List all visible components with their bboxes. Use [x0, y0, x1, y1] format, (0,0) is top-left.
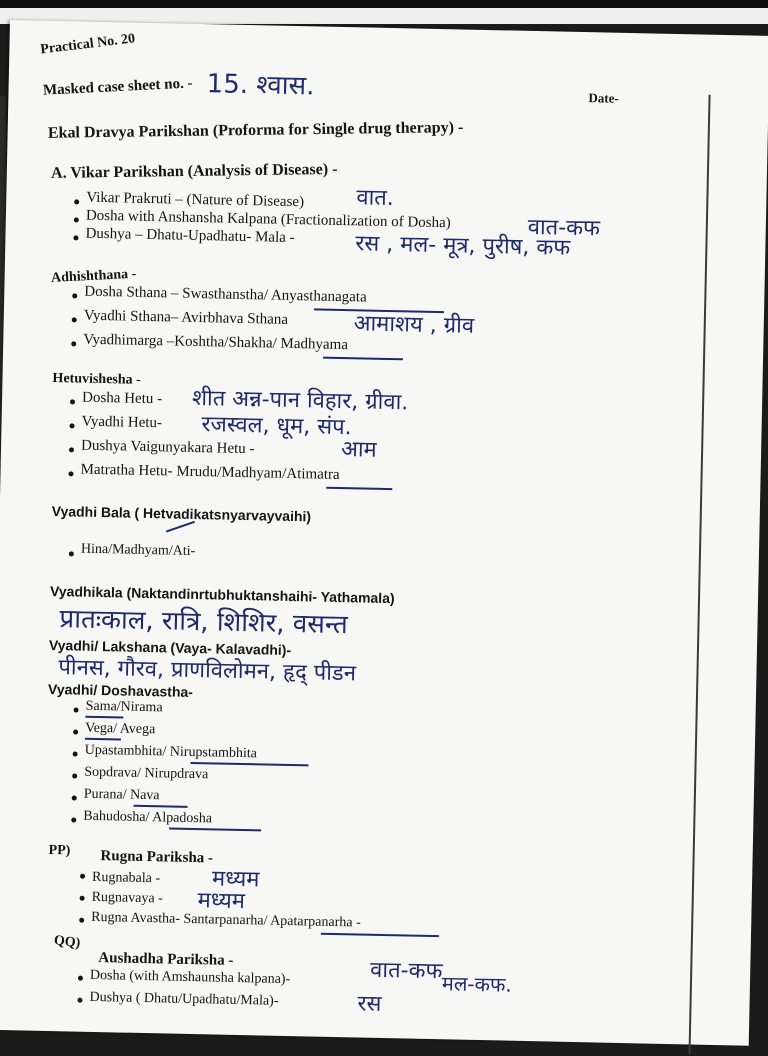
bullet [71, 341, 76, 346]
bullet [74, 199, 79, 204]
bullet [79, 918, 84, 923]
bullet [80, 874, 85, 879]
rugna-title: Rugna Pariksha - [100, 848, 214, 867]
date-label: Date- [588, 90, 619, 106]
doshavastha-option-5: Purana/ Nava [83, 786, 160, 804]
bullet [72, 317, 77, 322]
bullet [68, 471, 73, 476]
aushadha-prefix: QQ) [53, 933, 82, 952]
lakshana-title: Vyadhi/ Lakshana (Vaya- Kalavadhi)- [48, 636, 292, 659]
adhishthana-title: Adhishthana - [50, 266, 137, 286]
vega-underline [85, 738, 121, 741]
dosha-hetu-label: Dosha Hetu - [81, 389, 163, 408]
bullet [74, 217, 79, 222]
dushya-label: Dushya – Dhatu-Upadhatu- Mala - [85, 225, 295, 247]
bullet [73, 751, 78, 756]
bullet [72, 773, 77, 778]
dosha-anshansha-label: Dosha with Anshansha Kalpana (Fractionalization of Dosha) [85, 207, 451, 232]
dosha-sthana-label: Dosha Sthana – Swasthanstha/ Anyasthanagata [84, 283, 367, 306]
bullet [73, 729, 78, 734]
lakshana-value: पीनस, गौरव, प्राणविलोमन, हृद् पीडन [58, 655, 357, 687]
aushadha-dushya-value: रस [357, 991, 382, 1017]
bullet [73, 235, 78, 240]
doshavastha-option-6: Bahudosha/ Alpadosha [83, 808, 213, 827]
bullet [69, 551, 74, 556]
document-page [0, 20, 768, 1046]
matratha-hetu-label: Matratha Hetu- Mrudu/Madhyam/Atimatra [80, 461, 340, 484]
dushya-vaigunya-label: Dushya Vaigunyakara Hetu - [80, 437, 255, 458]
aushadha-dushya-label: Dushya ( Dhatu/Upadhatu/Mala)- [89, 989, 279, 1009]
rugnavaya-value: मध्यम [197, 888, 246, 915]
vyadhikala-value: प्रातःकाल, रात्रि, शिशिर, वसन्त [59, 604, 349, 641]
case-sheet-value: 15. श्वास. [206, 69, 315, 102]
nirupstambhita-underline [190, 762, 308, 766]
bullet [77, 998, 82, 1003]
bullet [78, 976, 83, 981]
bullet [72, 795, 77, 800]
aushadha-dosha-label: Dosha (with Amshaunsha kalpana)- [89, 967, 291, 988]
doshavastha-option-4: Sopdrava/ Nirupdrava [84, 764, 209, 783]
case-sheet-label: Masked case sheet no. - [42, 75, 193, 99]
dosha-hetu-value: शीत अन्न-पान विहार, ग्रीवा. [191, 385, 409, 416]
vyadhi-hetu-label: Vyadhi Hetu- [81, 413, 163, 432]
vyadhi-bala-option: Hina/Madhyam/Ati- [80, 541, 196, 559]
vyadhi-bala-mark [166, 521, 195, 533]
apatarpanarha-underline [321, 933, 439, 937]
vyadhi-sthana-label: Vyadhi Sthana– Avirbhava Sthana [83, 307, 289, 328]
bullet [69, 423, 74, 428]
top-dark-bar [0, 0, 768, 8]
atimatra-underline [326, 487, 392, 490]
vyadhi-bala-title: Vyadhi Bala ( Hetvadikatsnyarvayvaihi) [51, 502, 312, 525]
vyadhi-hetu-value: रजस्वल, धूम, संप. [201, 412, 352, 441]
rugnabala-value: मध्यम [211, 866, 260, 893]
section-a-title: A. Vikar Parikshan (Analysis of Disease) - [50, 160, 338, 182]
doshavastha-option-3: Upastambhita/ Nirupstambhita [84, 742, 258, 762]
dosha-anshansha-value: वात-कफ [527, 214, 601, 242]
bullet [69, 447, 74, 452]
alpadosha-underline [169, 828, 261, 832]
doshavastha-option-1: Sama/Nirama [85, 698, 163, 716]
bullet [80, 896, 85, 901]
vyadhi-sthana-value: आमाशय , ग्रीव [353, 311, 475, 339]
madhyama-underline [323, 357, 403, 361]
doshavastha-title: Vyadhi/ Doshavastha- [47, 680, 194, 700]
hetuvishesha-title: Hetuvishesha - [52, 370, 141, 388]
rugnavaya-label: Rugnavaya - [91, 889, 163, 907]
aushadha-title: Aushadha Pariksha - [98, 950, 234, 969]
doshavastha-option-2: Vega/ Avega [85, 720, 156, 738]
rugna-prefix: PP) [48, 842, 71, 859]
right-margin-line [688, 95, 710, 1055]
sama-underline [85, 716, 123, 719]
vikar-prakruti-value: वात. [356, 185, 395, 212]
rugna-avastha-label: Rugna Avastha- Santarpanarha/ Apatarpanarha - [91, 909, 361, 931]
form-title: Ekal Dravya Parikshan (Proforma for Single drug therapy) - [47, 119, 464, 142]
bullet [71, 817, 76, 822]
nava-underline [134, 805, 188, 808]
vikar-prakruti-label: Vikar Prakruti – (Nature of Disease) [86, 189, 305, 211]
aushadha-dushya-value-2: मल-कफ. [441, 971, 513, 997]
vyadhikala-title: Vyadhikala (Naktandinrtubhuktanshaihi- Yathamala) [49, 582, 395, 607]
aushadha-dosha-value: वात-कफ [369, 957, 443, 985]
rugnabala-label: Rugnabala - [91, 869, 161, 887]
dushya-value: रस , मल- मूत्र, पुरीष, कफ [355, 231, 571, 261]
bullet [74, 707, 79, 712]
bullet [72, 293, 77, 298]
dushya-vaigunya-value: आम [340, 437, 377, 463]
bullet [70, 399, 75, 404]
practical-label: Practical No. 20 [39, 31, 136, 58]
vyadhimarga-label: Vyadhimarga –Koshtha/Shakha/ Madhyama [83, 331, 349, 354]
